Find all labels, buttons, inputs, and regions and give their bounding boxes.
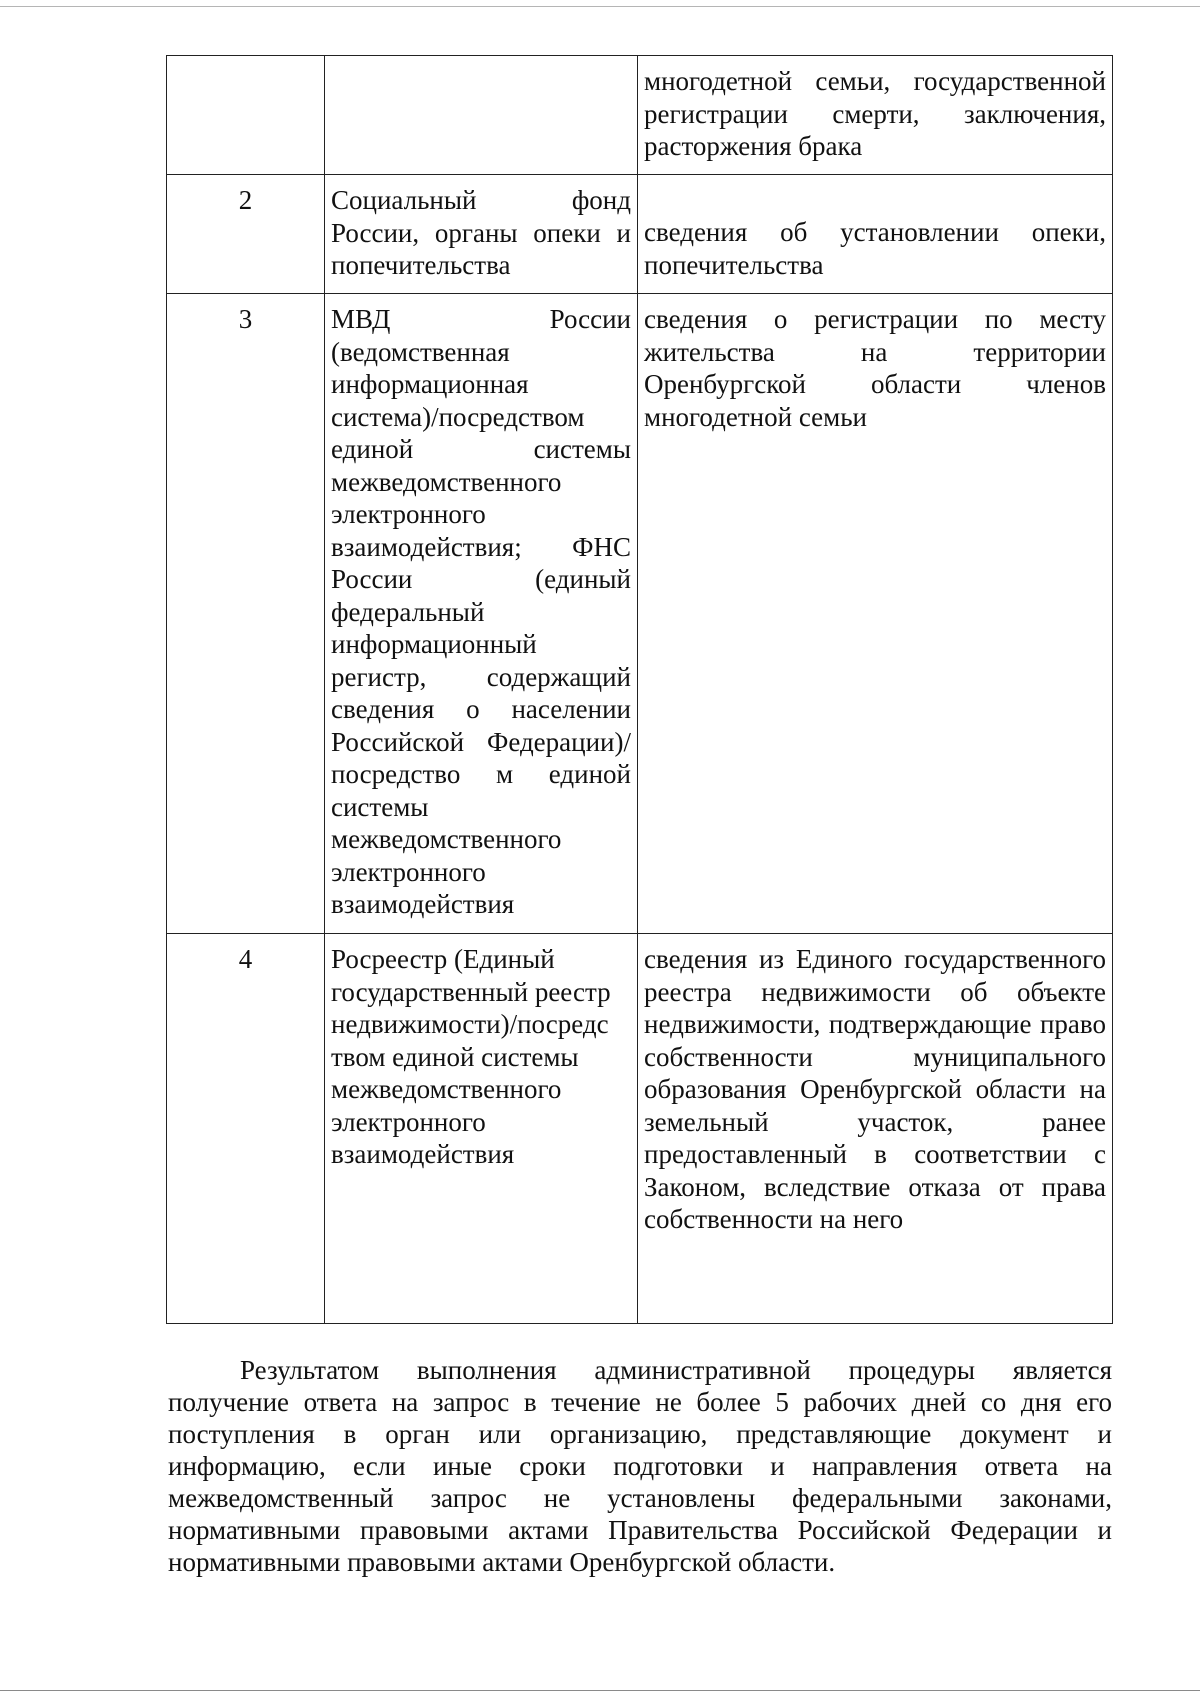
result-paragraph: Результатом выполнения административной процедуры является получение ответа на запрос в течение не более 5 рабочих дней со дня его поступления в орган или организацию, представляющие документ и информацию, если иные сроки подготовки и направления ответа на межведомственный запрос не установлены федеральными законами, нормативными правовыми актами Правительства Российской Федерации и нормативными правовыми актами Оренбургской области. bbox=[168, 1355, 1112, 1577]
table-row bbox=[167, 294, 1113, 934]
information-cell bbox=[638, 56, 1113, 175]
information-text: сведения об установлении опеки, попечительства bbox=[644, 217, 1106, 280]
table-row bbox=[167, 175, 1113, 294]
table-row bbox=[167, 934, 1113, 1324]
page-top-edge bbox=[0, 6, 1200, 7]
row-number: 3 bbox=[238, 304, 253, 334]
information-text: сведения о регистрации по месту жительства на территории Оренбургской области членов многодетной семьи bbox=[644, 304, 1106, 432]
row-number-cell bbox=[167, 175, 325, 294]
information-cell bbox=[638, 934, 1113, 1324]
page-bottom-edge bbox=[0, 1690, 1200, 1691]
organization-cell bbox=[325, 294, 638, 934]
row-number-cell bbox=[167, 934, 325, 1324]
organization-text: МВД России (ведомственная информационная система)/посредством единой системы межведомственного электронного взаимодействия; ФНС России (единый федеральный информационный регистр, содержащий сведения о населении Российской Федерации)/посредство м единой системы межведомственного электронного взаимодействия bbox=[331, 304, 631, 919]
information-cell bbox=[638, 294, 1113, 934]
row-number-cell bbox=[167, 56, 325, 175]
information-text: сведения из Единого государственного реестра недвижимости об объекте недвижимости, подтверждающие право собственности муниципального образования Оренбургской области на земельный участок, ранее предоставленный в соответствии с Законом, вследствие отказа от права собственности на него bbox=[644, 944, 1106, 1234]
information-text: многодетной семьи, государственной регистрации смерти, заключения, расторжения брака bbox=[644, 66, 1106, 161]
interagency-requests-table bbox=[166, 55, 1113, 1324]
table-row bbox=[167, 56, 1113, 175]
organization-cell bbox=[325, 56, 638, 175]
row-number-cell bbox=[167, 294, 325, 934]
row-number: 4 bbox=[238, 944, 253, 974]
information-cell bbox=[638, 175, 1113, 294]
organization-text: Социальный фонд России, органы опеки и попечительства bbox=[331, 185, 631, 280]
organization-cell bbox=[325, 934, 638, 1324]
organization-text: Росреестр (Единый государственный реестр недвижимости)/посредс твом единой системы межведомственного электронного взаимодействия bbox=[331, 944, 611, 1169]
row-number: 2 bbox=[238, 185, 253, 215]
organization-cell bbox=[325, 175, 638, 294]
